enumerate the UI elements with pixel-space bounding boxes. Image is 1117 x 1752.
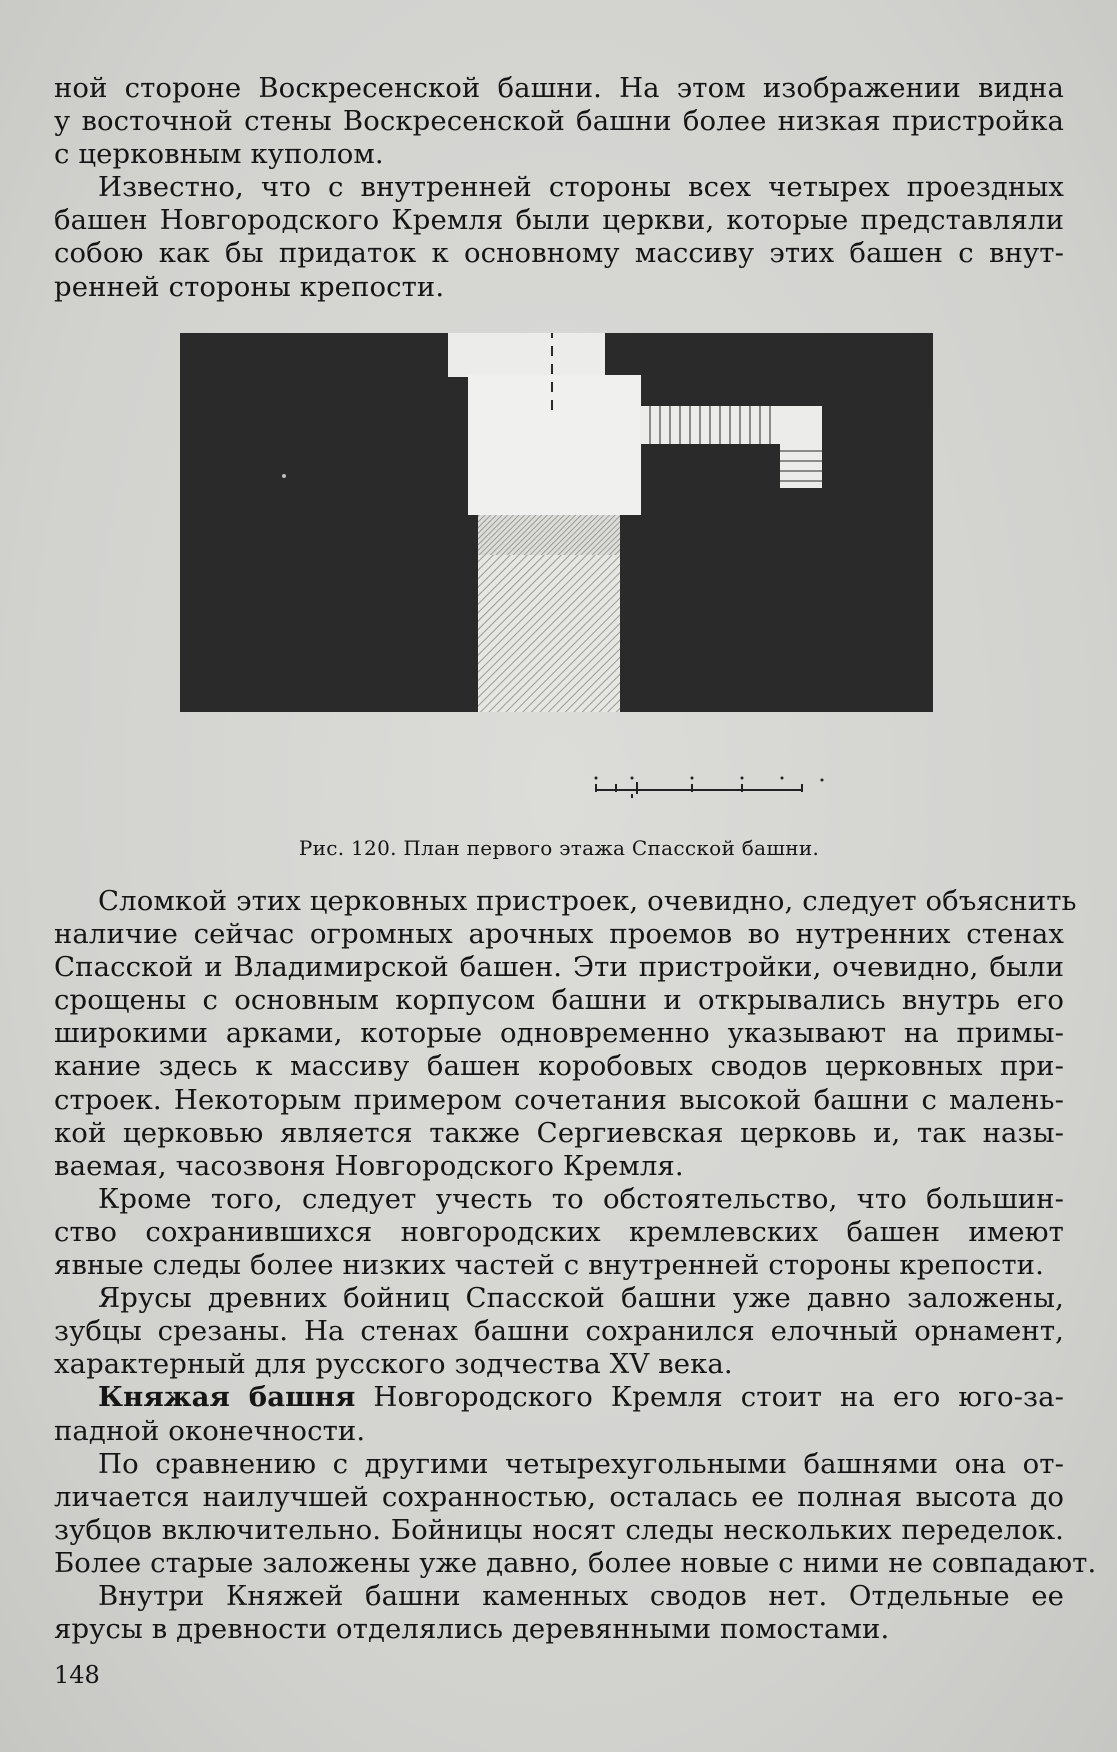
text-line: Спасской и Владимирской башен. Эти пристройки, очевидно, были bbox=[54, 951, 1064, 984]
text-line: Кроме того, следует учесть то обстоятельство, что большин- bbox=[98, 1182, 1064, 1215]
tower-main-block bbox=[468, 375, 641, 515]
paragraph-traces bbox=[54, 1183, 1064, 1282]
intro-paragraph bbox=[54, 72, 1064, 171]
bottom-text-block bbox=[54, 885, 1097, 1646]
figure-caption: Рис. 120. План первого этажа Спасской башни. bbox=[298, 836, 820, 860]
text-line: ваемая, часозвоня Новгородского Кремля. bbox=[54, 1149, 684, 1182]
princely-tower-term: Княжая башня bbox=[98, 1381, 356, 1414]
page-number: 148 bbox=[54, 1661, 100, 1689]
text-line: кание здесь к массиву башен коробовых сводов церковных при- bbox=[54, 1050, 1064, 1083]
text-line: Известно, что с внутренней стороны всех четырех проездных bbox=[98, 171, 1064, 204]
text-line: башен Новгородского Кремля были церкви, которые представляли bbox=[54, 204, 1064, 237]
text-line: ство сохранившихся новгородских кремлевских башен имеют bbox=[54, 1215, 1064, 1248]
floor-plan-figure bbox=[180, 333, 933, 712]
text-line: характерный для русского зодчества XV века. bbox=[54, 1348, 733, 1381]
text-line: По сравнению с другими четырехугольными башнями она от- bbox=[98, 1447, 1064, 1480]
text-line: Внутри Княжей башни каменных сводов нет. Отдельные ее bbox=[98, 1579, 1064, 1612]
text-line: ярусы в древности отделялись деревянными помостами. bbox=[54, 1613, 890, 1646]
tower-front-protrusion bbox=[448, 333, 605, 377]
text-line: наличие сейчас огромных арочных проемов во нутренних стенах bbox=[54, 918, 1064, 951]
text-line: Ярусы древних бойниц Спасской башни уже давно заложены, bbox=[98, 1282, 1064, 1315]
passage-upper-hatch bbox=[478, 515, 620, 555]
text-line: личается наилучшей сохранностью, осталась ее полная высота до bbox=[54, 1480, 1064, 1513]
paragraph-preservation bbox=[54, 1447, 1097, 1580]
text-line: зубцы срезаны. На стенах башни сохранился елочный орнамент, bbox=[54, 1315, 1064, 1348]
princely-tower-line-rest: Новгородского Кремля стоит на его юго-за- bbox=[355, 1381, 1064, 1414]
paragraph-tiers bbox=[54, 1282, 1064, 1381]
paragraph-princely-tower bbox=[54, 1381, 1064, 1447]
text-line: Более старые заложены уже давно, более новые с ними не совпадают. bbox=[54, 1546, 1097, 1579]
paragraph-vaults bbox=[54, 1580, 1064, 1646]
text-line: широкими арками, которые одновременно указывают на примы- bbox=[54, 1017, 1064, 1050]
text-line: ной стороне Воскресенской башни. На этом изображении видна bbox=[54, 72, 1064, 104]
paragraph-demolition bbox=[54, 885, 1077, 1183]
text-line: падной оконечности. bbox=[54, 1414, 366, 1447]
text-line: зубцов включительно. Бойницы носят следы нескольких переделок. bbox=[54, 1513, 1064, 1546]
text-line: у восточной стены Воскресенской башни более низкая пристройка bbox=[54, 105, 1064, 138]
text-line bbox=[54, 1381, 1064, 1414]
text-line: ренней стороны крепости. bbox=[54, 270, 445, 303]
scale-bar bbox=[592, 770, 842, 800]
text-line: Сломкой этих церковных пристроек, очевидно, следует объяснить bbox=[98, 885, 1077, 917]
text-line: с церковным куполом. bbox=[54, 138, 384, 171]
passage-lower-hatch bbox=[478, 555, 620, 712]
paragraph-churches bbox=[54, 171, 1064, 303]
text-line: собою как бы придаток к основному массиву этих башен с внут- bbox=[54, 237, 1064, 270]
text-line: срощены с основным корпусом башни и открывались внутрь его bbox=[54, 984, 1064, 1017]
top-text-block bbox=[54, 72, 1064, 304]
text-line: строек. Некоторым примером сочетания высокой башни с малень- bbox=[54, 1083, 1064, 1116]
text-line: явные следы более низких частей с внутренней стороны крепости. bbox=[54, 1249, 1044, 1282]
text-line: кой церковью является также Сергиевская церковь и, так назы- bbox=[54, 1116, 1064, 1149]
